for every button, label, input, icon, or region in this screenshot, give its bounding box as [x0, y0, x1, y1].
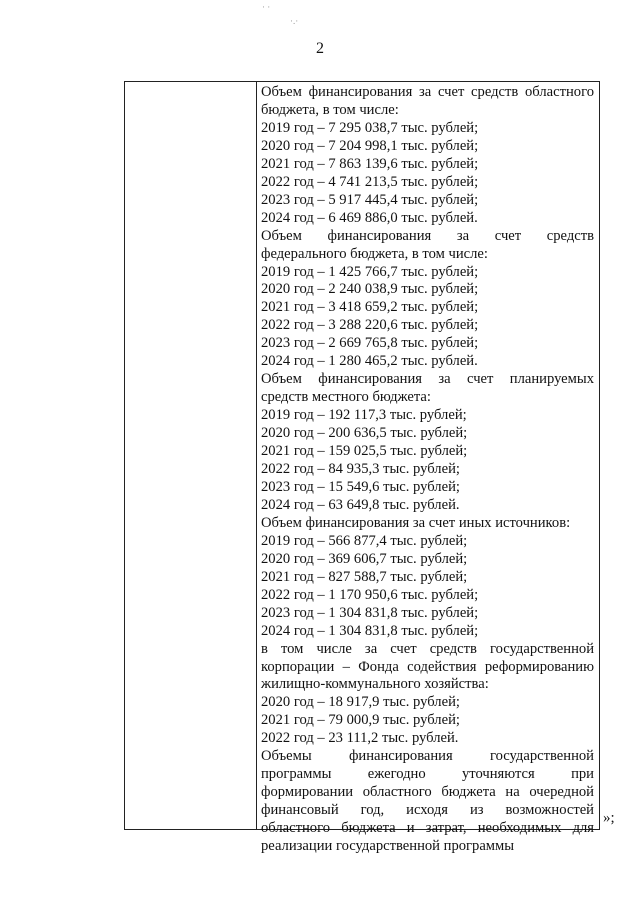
- cell-text-line: 2020 год – 2 240 038,9 тыс. рублей;: [261, 281, 479, 298]
- cell-text-line: Объем финансирования за счет средств: [261, 227, 594, 244]
- cell-text-line: 2023 год – 15 549,6 тыс. рублей;: [261, 478, 460, 495]
- cell-text-line: программы ежегодно уточняются при: [261, 766, 594, 783]
- cell-text-line: 2020 год – 18 917,9 тыс. рублей;: [261, 694, 460, 711]
- cell-text-line: Объем финансирования за счет планируемых: [261, 371, 594, 388]
- cell-text-line: 2023 год – 1 304 831,8 тыс. рублей;: [261, 604, 479, 621]
- cell-text-line: 2021 год – 7 863 139,6 тыс. рублей;: [261, 155, 479, 172]
- cell-text-line: 2022 год – 4 741 213,5 тыс. рублей;: [261, 173, 479, 190]
- cell-text-line: бюджета, в том числе:: [261, 101, 399, 118]
- column-divider: [256, 82, 257, 829]
- cell-text-line: 2022 год – 23 111,2 тыс. рублей.: [261, 730, 459, 747]
- cell-text-line: 2022 год – 3 288 220,6 тыс. рублей;: [261, 317, 479, 334]
- cell-text-line: 2020 год – 7 204 998,1 тыс. рублей;: [261, 137, 479, 154]
- cell-text-line: корпорации – Фонда содействия реформированию: [261, 658, 594, 675]
- cell-text-line: 2020 год – 369 606,7 тыс. рублей;: [261, 550, 468, 567]
- cell-text-line: 2019 год – 192 117,3 тыс. рублей;: [261, 407, 467, 424]
- scan-artifact: · ·: [262, 2, 271, 12]
- scan-artifact: ·.·: [290, 16, 299, 26]
- cell-text-line: Объем финансирования за счет средств областного: [261, 84, 594, 100]
- cell-text-line: 2021 год – 3 418 659,2 тыс. рублей;: [261, 299, 479, 316]
- cell-text-line: 2021 год – 79 000,9 тыс. рублей;: [261, 712, 460, 729]
- cell-text-line: 2019 год – 1 425 766,7 тыс. рублей;: [261, 263, 479, 280]
- cell-text-line: 2024 год – 1 280 465,2 тыс. рублей.: [261, 353, 478, 370]
- cell-text-line: жилищно-коммунального хозяйства:: [261, 676, 489, 693]
- cell-text-line: 2021 год – 827 588,7 тыс. рублей;: [261, 568, 468, 585]
- cell-text-line: финансовый год, исходя из возможностей: [261, 802, 594, 819]
- cell-text-line: реализации государственной программы: [261, 838, 515, 855]
- page-number: 2: [316, 40, 324, 57]
- cell-text-line: 2020 год – 200 636,5 тыс. рублей;: [261, 425, 468, 442]
- closing-quote-mark: »;: [603, 810, 615, 826]
- funding-description-cell: [261, 84, 594, 856]
- cell-text-line: формировании областного бюджета на очередной: [261, 784, 594, 801]
- cell-text-line: 2022 год – 84 935,3 тыс. рублей;: [261, 461, 460, 478]
- cell-text-line: 2023 год – 2 669 765,8 тыс. рублей;: [261, 335, 479, 352]
- cell-text-line: федерального бюджета, в том числе:: [261, 245, 488, 262]
- cell-text-line: 2023 год – 5 917 445,4 тыс. рублей;: [261, 191, 479, 208]
- cell-text-line: в том числе за счет средств государственной: [261, 640, 594, 657]
- cell-text-line: 2019 год – 7 295 038,7 тыс. рублей;: [261, 119, 479, 136]
- cell-text-line: областного бюджета и затрат, необходимых для: [261, 820, 594, 837]
- cell-text-line: 2022 год – 1 170 950,6 тыс. рублей;: [261, 586, 479, 603]
- cell-text-line: 2024 год – 6 469 886,0 тыс. рублей.: [261, 209, 478, 226]
- cell-text-line: 2024 год – 1 304 831,8 тыс. рублей;: [261, 622, 479, 639]
- cell-text-line: 2019 год – 566 877,4 тыс. рублей;: [261, 532, 468, 549]
- cell-text-line: 2021 год – 159 025,5 тыс. рублей;: [261, 443, 468, 460]
- cell-text-line: 2024 год – 63 649,8 тыс. рублей.: [261, 496, 460, 513]
- funding-table: [124, 81, 600, 855]
- cell-text-line: Объемы финансирования государственной: [261, 748, 594, 765]
- cell-text-line: средств местного бюджета:: [261, 389, 431, 406]
- cell-text-line: Объем финансирования за счет иных источников:: [261, 514, 571, 531]
